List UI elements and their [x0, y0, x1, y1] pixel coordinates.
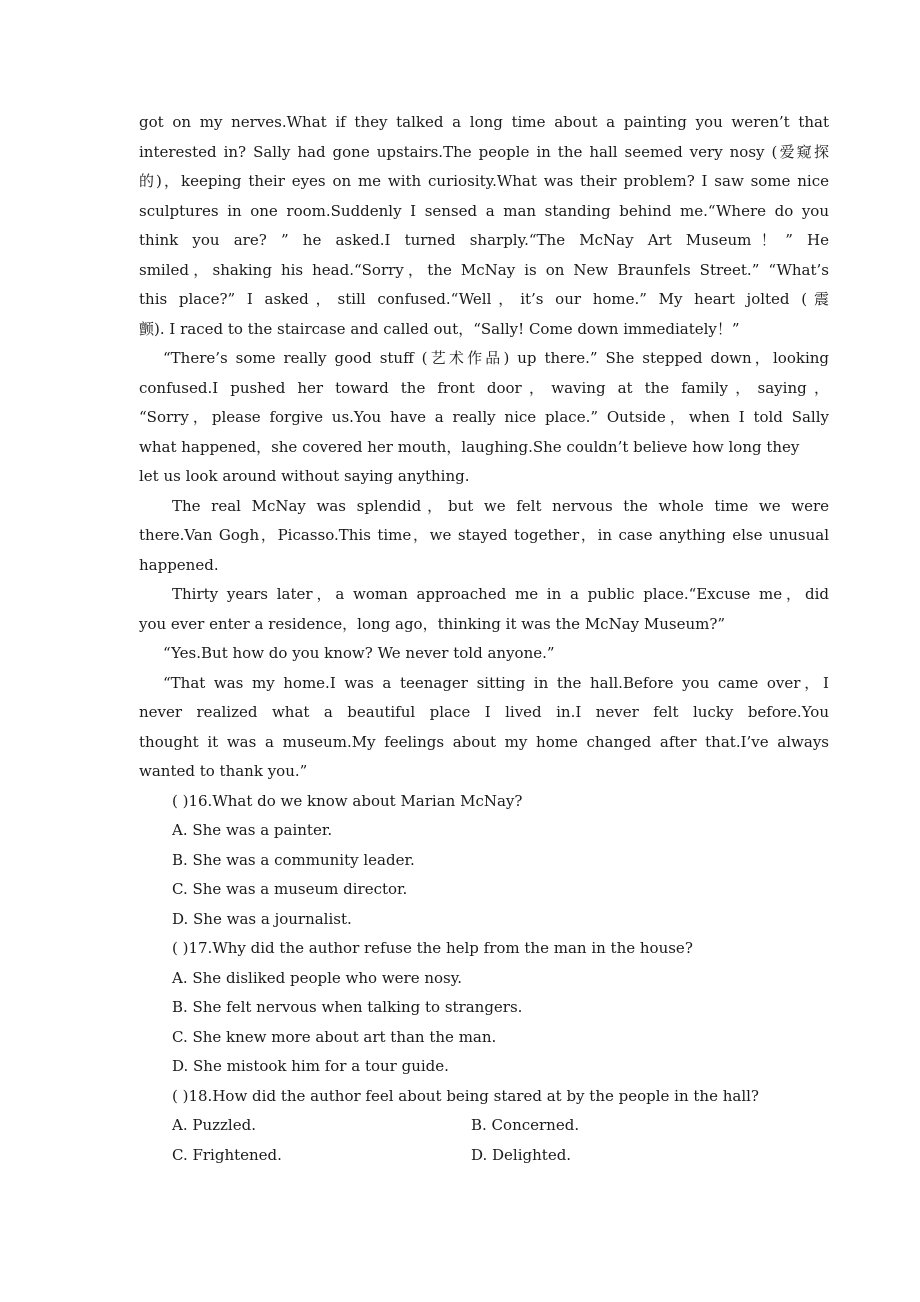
- passage-line: got on my nerves.What if they talked a long time about a painting you weren’t that: [139, 113, 829, 131]
- passage-line: what happened，she covered her mouth，laughing.She couldn’t believe how long they: [139, 437, 800, 456]
- passage-line: wanted to thank you.”: [139, 762, 308, 780]
- question-18-stem: ( )18.How did the author feel about being stared at by the people in the hall?: [172, 1086, 759, 1105]
- question-16-option-b: B. She was a community leader.: [172, 850, 415, 869]
- passage-line: there.Van Gogh，Picasso.This time，we stayed together，in case anything else unusual: [139, 526, 829, 544]
- passage-line: Thirty years later，a woman approached me in a public place.“Excuse me，did: [172, 585, 829, 603]
- question-17-option-d: D. She mistook him for a tour guide.: [172, 1057, 449, 1075]
- passage-line: The real McNay was splendid，but we felt nervous the whole time we were: [172, 496, 829, 515]
- passage-line: never realized what a beautiful place I lived in.I never felt lucky before.You: [139, 703, 829, 721]
- question-18-option-c: C. Frightened.: [172, 1145, 282, 1164]
- passage-line: “Sorry，please forgive us.You have a really nice place.” Outside，when I told Sally: [139, 408, 829, 426]
- question-17-option-c: C. She knew more about art than the man.: [172, 1027, 497, 1046]
- question-18-option-a: A. Puzzled.: [172, 1116, 256, 1134]
- question-18-option-b: B. Concerned.: [471, 1116, 580, 1134]
- passage-line: happened.: [139, 555, 219, 574]
- question-17-stem: ( )17.Why did the author refuse the help from the man in the house?: [172, 939, 693, 957]
- passage-line: smiled，shaking his head.“Sorry，the McNay is on New Braunfels Street.” “What’s: [139, 260, 829, 279]
- passage-line: “There’s some really good stuff (艺术作品) up there.” She stepped down，looking: [163, 349, 829, 367]
- question-17-option-b: B. She felt nervous when talking to strangers.: [172, 998, 523, 1016]
- question-16-option-c: C. She was a museum director.: [172, 880, 408, 898]
- passage-line: 的)，keeping their eyes on me with curiosity.What was their problem? I saw some nice: [139, 172, 829, 190]
- passage-line: 颤). I raced to the staircase and called out，“Sally! Come down immediately！”: [139, 319, 740, 338]
- passage-line: sculptures in one room.Suddenly I sensed a man standing behind me.“Where do you: [139, 201, 829, 220]
- passage-line: interested in? Sally had gone upstairs.The people in the hall seemed very nosy (爱窥探: [139, 142, 829, 161]
- question-18-options-row-1: [139, 1111, 829, 1141]
- passage-line: let us look around without saying anything.: [139, 467, 470, 485]
- question-18-options-row-2: [139, 1141, 829, 1171]
- question-16-stem: ( )16.What do we know about Marian McNay?: [172, 791, 523, 810]
- passage-line: you ever enter a residence，long ago，thinking it was the McNay Museum?”: [139, 614, 726, 633]
- passage-line: this place?” I asked，still confused.“Well，it’s our home.” My heart jolted (震: [139, 290, 829, 308]
- passage-line: “Yes.But how do you know? We never told anyone.”: [163, 644, 555, 662]
- passage-line: confused.I pushed her toward the front door，waving at the family，saying，: [139, 378, 829, 397]
- passage-line: “That was my home.I was a teenager sitting in the hall.Before you came over，I: [163, 673, 829, 692]
- passage-line: thought it was a museum.My feelings about my home changed after that.I’ve always: [139, 732, 829, 751]
- question-17-option-a: A. She disliked people who were nosy.: [172, 968, 463, 987]
- reading-passage: [139, 108, 829, 1170]
- question-16-option-a: A. She was a painter.: [172, 821, 333, 839]
- passage-line: think you are? ” he asked.I turned sharply.“The McNay Art Museum！” He: [139, 231, 829, 249]
- question-16-option-d: D. She was a journalist.: [172, 909, 352, 928]
- question-18-option-d: D. Delighted.: [471, 1145, 572, 1164]
